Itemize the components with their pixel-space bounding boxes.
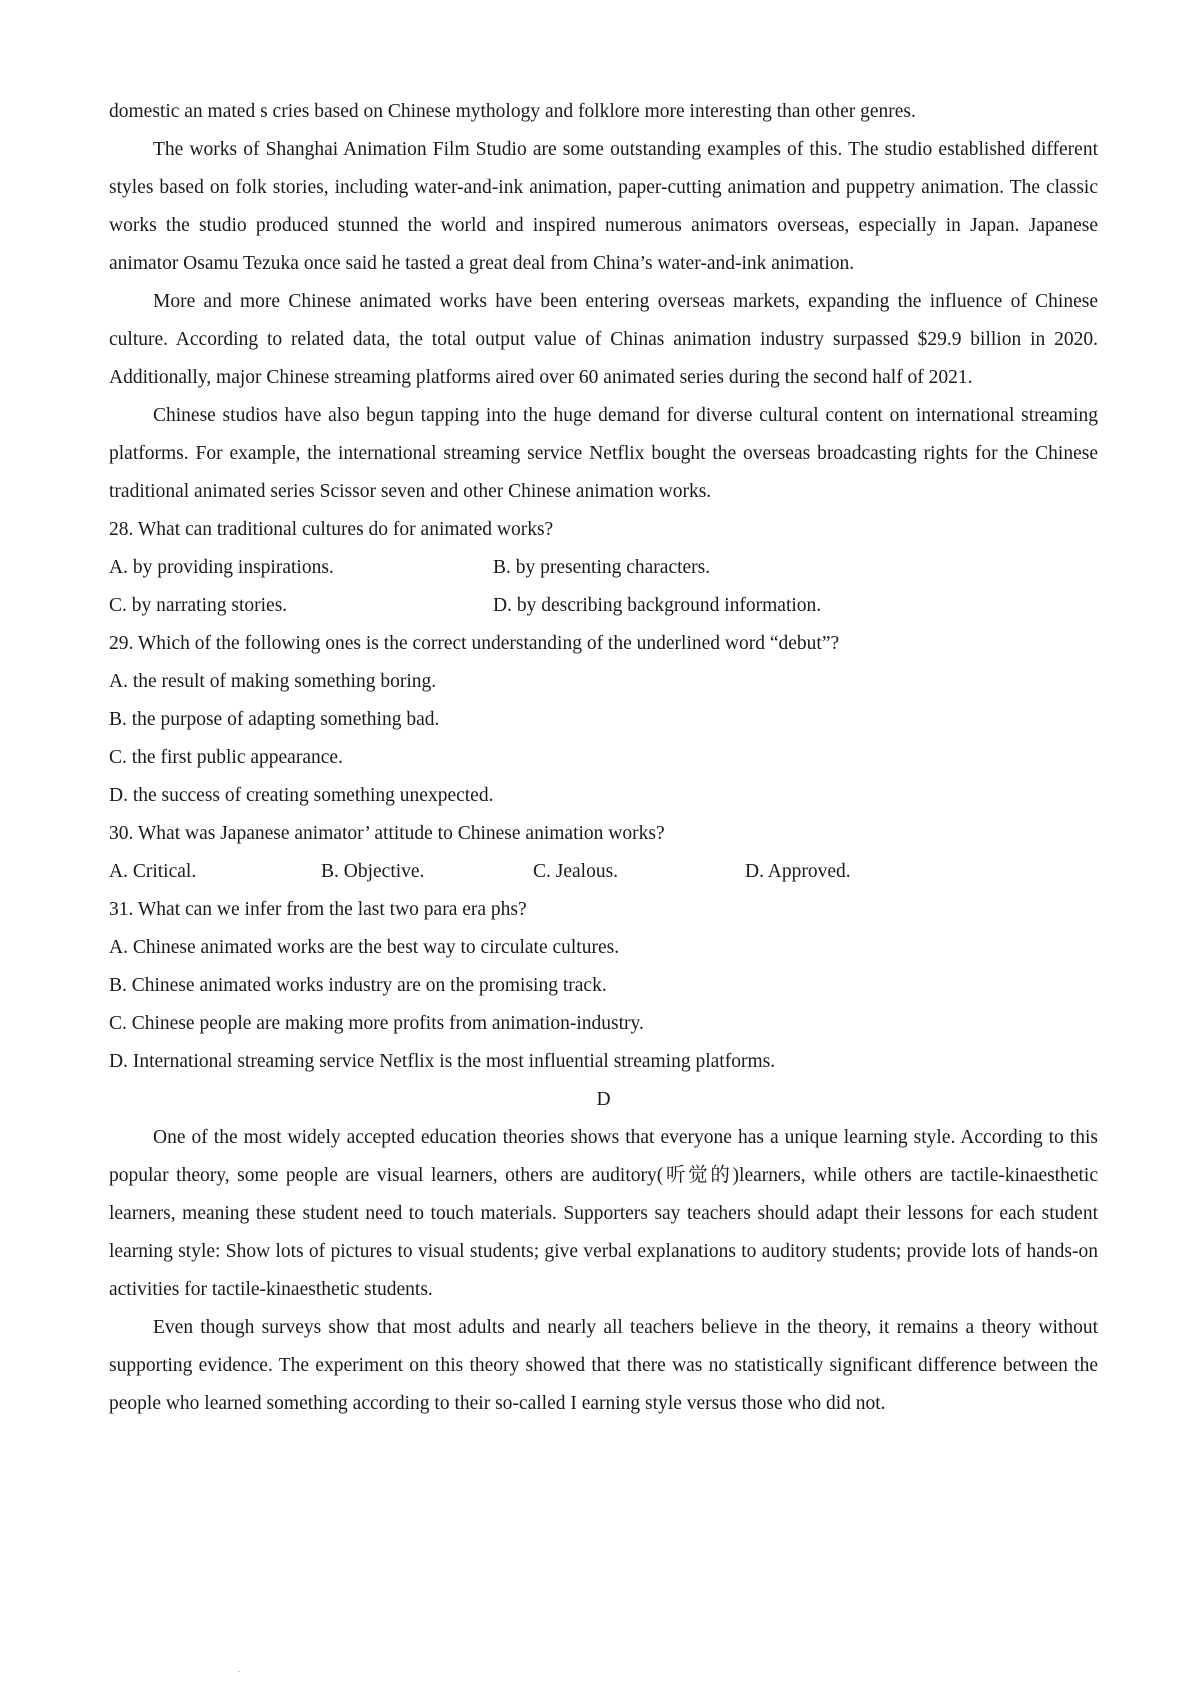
question-stem: 29. Which of the following ones is the correct understanding of the underlined word “debut”? bbox=[109, 633, 840, 654]
option-d: D. the success of creating something unexpected. bbox=[109, 785, 494, 806]
option-d: D. Approved. bbox=[745, 861, 851, 882]
passage-d-paragraph-1: One of the most widely accepted education theories shows that everyone has a unique learning style. According to this popular theory, some people are visual learners, others are auditory(听觉的)learners, while others are tactile-kinaesthetic learners, meaning these student need to touch materials. Supporters say teachers should adapt their lessons for each student learning style: Show lots of pictures to visual students; give verbal explanations to auditory students; provide lots of hands-on activities for tactile-kinaesthetic students. bbox=[109, 1127, 1098, 1300]
question-stem: 30. What was Japanese animator’ attitude to Chinese animation works? bbox=[109, 823, 665, 844]
option-d: D. International streaming service Netflix is the most influential streaming platforms. bbox=[109, 1051, 776, 1072]
option-a: A. the result of making something boring. bbox=[109, 671, 437, 692]
option-a: A. Critical. bbox=[109, 861, 197, 882]
question-29 bbox=[109, 625, 1098, 815]
question-stem: 28. What can traditional cultures do for animated works? bbox=[109, 519, 554, 540]
document-page bbox=[109, 93, 1098, 1423]
option-b: B. the purpose of adapting something bad. bbox=[109, 709, 440, 730]
options-row bbox=[109, 587, 1098, 625]
passage-c-paragraph-1: The works of Shanghai Animation Film Studio are some outstanding examples of this. The studio established different styles based on folk stories, including water-and-ink animation, paper-cutting animation and puppetry animation. The classic works the studio produced stunned the world and inspired numerous animators overseas, especially in Japan. Japanese animator Osamu Tezuka once said he tasted a great deal from China’s water-and-ink animation. bbox=[109, 139, 1098, 274]
section-title-d: D bbox=[596, 1089, 611, 1110]
options-row bbox=[109, 549, 1098, 587]
option-b: B. Chinese animated works industry are on the promising track. bbox=[109, 975, 607, 996]
option-a: A. Chinese animated works are the best way to circulate cultures. bbox=[109, 937, 620, 958]
question-stem: 31. What can we infer from the last two para era phs? bbox=[109, 899, 527, 920]
question-30 bbox=[109, 815, 1098, 891]
passage-c-paragraph-3: Chinese studios have also begun tapping into the huge demand for diverse cultural content on international streaming platforms. For example, the international streaming service Netflix bought the overseas broadcasting rights for the Chinese traditional animated series Scissor seven and other Chinese animation works. bbox=[109, 405, 1098, 502]
option-d: D. by describing background information. bbox=[493, 595, 822, 616]
passage-c-paragraph-0: domestic an mated s cries based on Chinese mythology and folklore more interesting than other genres. bbox=[109, 101, 916, 122]
option-b: B. Objective. bbox=[321, 861, 425, 882]
option-a: A. by providing inspirations. bbox=[109, 557, 334, 578]
question-28 bbox=[109, 511, 1098, 625]
option-c: C. Chinese people are making more profits from animation-industry. bbox=[109, 1013, 644, 1034]
options-row bbox=[109, 853, 1098, 891]
passage-c-paragraph-2: More and more Chinese animated works have been entering overseas markets, expanding the influence of Chinese culture. According to related data, the total output value of Chinas animation industry surpassed $29.9 billion in 2020. Additionally, major Chinese streaming platforms aired over 60 animated series during the second half of 2021. bbox=[109, 291, 1098, 388]
option-c: C. the first public appearance. bbox=[109, 747, 343, 768]
option-c: C. by narrating stories. bbox=[109, 595, 288, 616]
scan-speck bbox=[238, 1671, 240, 1672]
option-c: C. Jealous. bbox=[533, 861, 619, 882]
option-b: B. by presenting characters. bbox=[493, 557, 711, 578]
question-31 bbox=[109, 891, 1098, 1081]
passage-d-paragraph-2: Even though surveys show that most adults and nearly all teachers believe in the theory, it remains a theory without supporting evidence. The experiment on this theory showed that there was no statistically significant difference between the people who learned something according to their so-called I earning style versus those who did not. bbox=[109, 1317, 1098, 1414]
